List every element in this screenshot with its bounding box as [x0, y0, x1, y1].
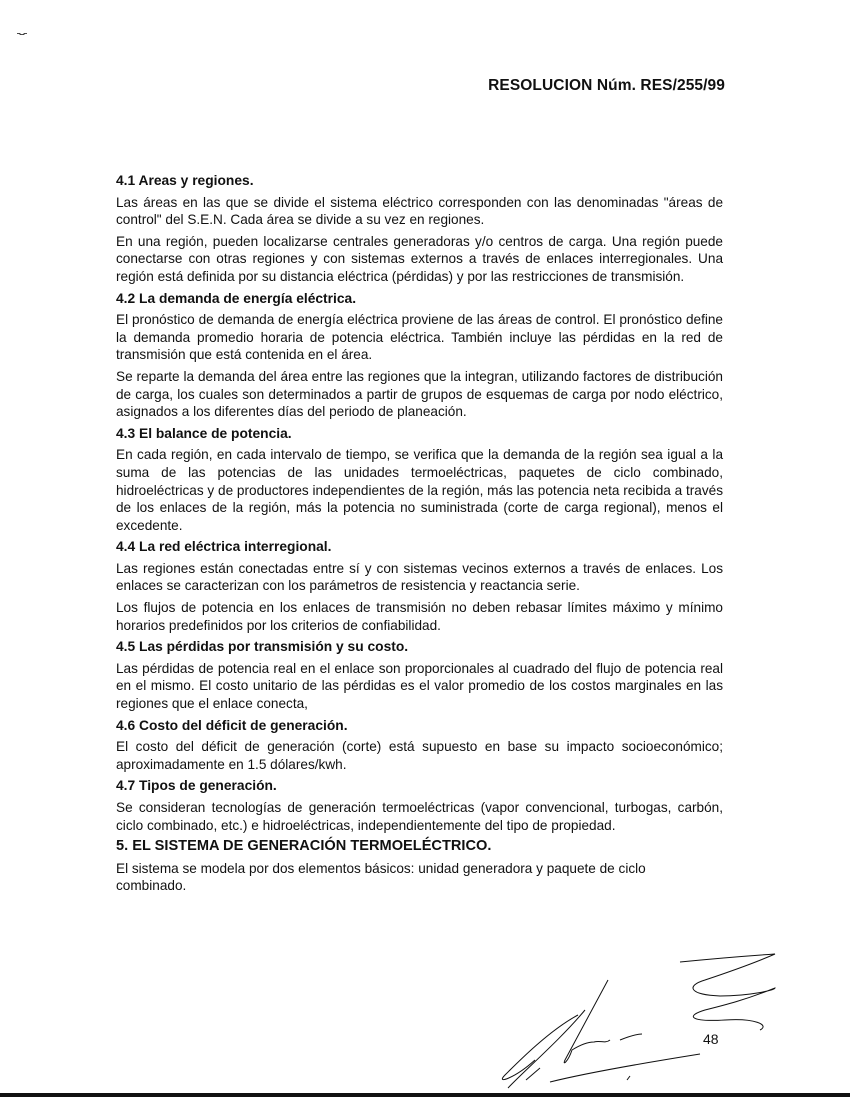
section-4-1 — [116, 172, 723, 286]
paragraph: Los flujos de potencia en los enlaces de transmisión no deben rebasar límites máximo y mínimo horarios predefinidos por los criterios de confiabilidad. — [116, 600, 723, 633]
section-4-3 — [116, 425, 723, 535]
paragraph: El pronóstico de demanda de energía eléctrica proviene de las áreas de control. El pronóstico define la demanda promedio horaria de potencia eléctrica. También incluye las pérdidas en la red de transmisión que está contenida en el área. — [116, 312, 723, 363]
section-heading: 4.3 El balance de potencia. — [116, 425, 292, 441]
paragraph: El sistema se modela por dos elementos básicos: unidad generadora y paquete de ciclo combinado. — [116, 860, 646, 894]
paragraph: Las regiones están conectadas entre sí y con sistemas vecinos externos a través de enlaces. Los enlaces se caracterizan con los parámetros de resistencia y reactancia serie. — [116, 560, 723, 594]
paragraph: Se consideran tecnologías de generación termoeléctricas (vapor convencional, turbogas, carbón, ciclo combinado, etc.) e hidroeléctricas, independientemente del tipo de propiedad. — [116, 800, 723, 833]
paragraph: Las pérdidas de potencia real en el enlace son proporcionales al cuadrado del flujo de potencia real en el mismo. El costo unitario de las pérdidas es el valor promedio de los costos marginales en las regiones que el enlace conecta, — [116, 660, 723, 712]
page-number: 48 — [703, 1031, 719, 1047]
paragraph: En una región, pueden localizarse centrales generadoras y/o centros de carga. Una región puede conectarse con otras regiones y con sistemas externos a través de enlaces interregionales. Una región está definida por su distancia eléctrica (pérdidas) y por las restricciones de transmisión. — [116, 233, 723, 284]
paragraph: En cada región, en cada intervalo de tiempo, se verifica que la demanda de la región sea igual a la suma de las potencias de las unidades termoeléctricas, paquetes de ciclo combinado, hidroeléctricas y de productores independientes de la región, más las potencia neta recibida a través de los enlaces de la región, más la potencia no suministrada (corte de carga regional), menos el excedente. — [116, 447, 723, 533]
section-heading: 4.2 La demanda de energía eléctrica. — [116, 290, 357, 306]
paragraph: Se reparte la demanda del área entre las regiones que la integran, utilizando factores de distribución de carga, los cuales son determinados a partir de grupos de esquemas de carga por nodo eléctrico, asignados a los diferentes días del periodo de planeación. — [116, 368, 723, 420]
section-4-4 — [116, 538, 723, 634]
section-heading: 5. EL SISTEMA DE GENERACIÓN TERMOELÉCTRICO. — [116, 838, 492, 855]
document-body — [116, 172, 723, 899]
section-heading: 4.6 Costo del déficit de generación. — [116, 717, 348, 733]
page-bottom-rule — [0, 1093, 850, 1097]
section-5 — [116, 838, 723, 895]
section-4-2 — [116, 290, 723, 421]
section-heading: 4.7 Tipos de generación. — [116, 778, 277, 794]
section-heading: 4.1 Areas y regiones. — [116, 173, 254, 188]
signature-icon — [490, 950, 790, 1090]
section-4-7 — [116, 777, 723, 834]
paragraph: El costo del déficit de generación (corte) está supuesto en base su impacto socioeconómico; aproximadamente en 1.5 dólares/kwh. — [116, 739, 723, 772]
section-4-5 — [116, 638, 723, 712]
document-header: RESOLUCION Núm. RES/255/99 — [488, 77, 725, 94]
paragraph: Las áreas en las que se divide el sistema eléctrico corresponden con las denominadas "áreas de control" del S.E.N. Cada área se divide a su vez en regiones. — [116, 194, 723, 228]
section-heading: 4.5 Las pérdidas por transmisión y su costo. — [116, 639, 409, 655]
scan-mark-icon — [17, 33, 27, 35]
section-4-6 — [116, 717, 723, 774]
section-heading: 4.4 La red eléctrica interregional. — [116, 539, 332, 555]
